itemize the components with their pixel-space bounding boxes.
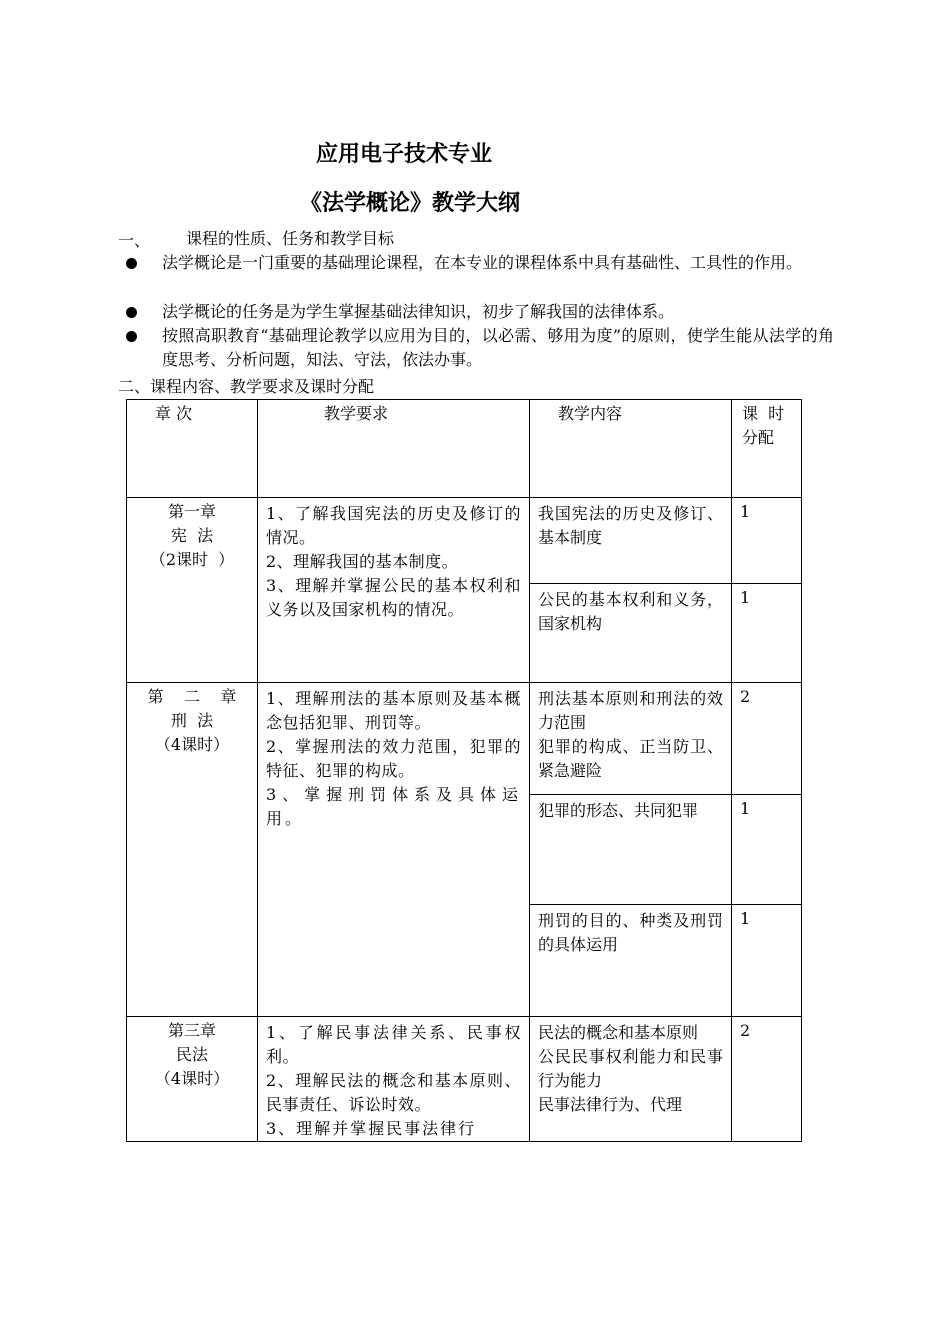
chapter-1-content-2: 公民的基本权利和义务，国家机构 bbox=[538, 590, 723, 633]
header-content: 教学内容 bbox=[558, 404, 623, 423]
chapter-1-hours-2: 1 bbox=[740, 588, 751, 607]
bullet-icon bbox=[126, 331, 137, 342]
chapter-2-hours-2: 1 bbox=[740, 799, 751, 818]
chapter-1-hours: （2课时 ） bbox=[149, 550, 235, 569]
chapter-3-subject: 民法 bbox=[175, 1045, 208, 1064]
chapter-1-content-1: 我国宪法的历史及修订、基本制度 bbox=[538, 504, 723, 547]
header-hours-sub: 分配 bbox=[742, 428, 775, 447]
chapter-2-hours-3: 1 bbox=[740, 909, 751, 928]
bullet-icon bbox=[126, 307, 137, 318]
chapter-1-subject: 宪 法 bbox=[170, 526, 214, 545]
bullet-item-3: 按照高职教育“基础理论教学以应用为目的，以必需、够用为度”的原则，使学生能从法学的角度思考、分析问题，知法、守法，依法办事。 bbox=[162, 326, 834, 369]
chapter-2-hours-1: 2 bbox=[740, 687, 751, 706]
chapter-2-req-3: 3、掌握刑罚体系及具体运用。 bbox=[266, 785, 521, 828]
table-header-row bbox=[127, 400, 802, 498]
chapter-3-hours: （4课时） bbox=[154, 1069, 230, 1088]
chapter-3-req-3: 3、理解并掌握民事法律行 bbox=[266, 1119, 477, 1138]
bullet-item-1: 法学概论是一门重要的基础理论课程，在本专业的课程体系中具有基础性、工具性的作用。 bbox=[162, 253, 803, 272]
chapter-3-req-1: 1、了解民事法律关系、民事权利。 bbox=[266, 1023, 521, 1066]
section2-heading: 二、课程内容、教学要求及课时分配 bbox=[118, 377, 375, 396]
chapter-2-hours: （4课时） bbox=[154, 735, 230, 754]
curriculum-table bbox=[126, 399, 802, 1142]
chapter-2-subject: 刑 法 bbox=[170, 711, 214, 730]
chapter-3-content-1c: 民事法律行为、代理 bbox=[538, 1095, 683, 1114]
header-chapter: 章 次 bbox=[155, 404, 193, 423]
table-row bbox=[127, 1017, 802, 1142]
table-row bbox=[127, 498, 802, 584]
chapter-1-name: 第一章 bbox=[167, 502, 216, 521]
bullet-item-2: 法学概论的任务是为学生掌握基础法律知识，初步了解我国的法律体系。 bbox=[162, 302, 675, 321]
document-title: 应用电子技术专业 bbox=[316, 142, 493, 167]
chapter-3-hours-1: 2 bbox=[740, 1021, 751, 1040]
section1-number: 一、 bbox=[118, 231, 151, 250]
chapter-2-content-1: 刑法基本原则和刑法的效力范围 bbox=[538, 689, 723, 732]
chapter-3-name: 第三章 bbox=[167, 1021, 216, 1040]
chapter-2-content-1b: 犯罪的构成、正当防卫、紧急避险 bbox=[538, 737, 723, 780]
bullet-icon bbox=[126, 258, 137, 269]
chapter-3-content-1: 民法的概念和基本原则 bbox=[538, 1023, 699, 1042]
chapter-2-content-3: 刑罚的目的、种类及刑罚的具体运用 bbox=[538, 911, 723, 954]
header-hours: 课 时 bbox=[742, 404, 785, 423]
chapter-2-req-1: 1、理解刑法的基本原则及基本概念包括犯罪、刑罚等。 bbox=[266, 689, 521, 732]
chapter-3-req-2: 2、理解民法的概念和基本原则、民事责任、诉讼时效。 bbox=[266, 1071, 521, 1114]
chapter-2-name: 第 二 章 bbox=[147, 687, 237, 706]
syllabus-title: 《法学概论》教学大纲 bbox=[300, 191, 521, 216]
header-requirements: 教学要求 bbox=[324, 404, 389, 423]
table-row bbox=[127, 683, 802, 795]
chapter-1-req-3: 3、理解并掌握公民的基本权利和义务以及国家机构的情况。 bbox=[266, 576, 521, 619]
chapter-1-req-2: 2、理解我国的基本制度。 bbox=[266, 552, 459, 571]
chapter-2-req-2: 2、掌握刑法的效力范围，犯罪的特征、犯罪的构成。 bbox=[266, 737, 521, 780]
chapter-2-content-2: 犯罪的形态、共同犯罪 bbox=[538, 801, 699, 820]
chapter-3-content-1b: 公民民事权利能力和民事行为能力 bbox=[538, 1047, 723, 1090]
section1-heading: 课程的性质、任务和教学目标 bbox=[186, 229, 395, 248]
chapter-1-hours-1: 1 bbox=[740, 502, 751, 521]
chapter-1-req-1: 1、了解我国宪法的历史及修订的情况。 bbox=[266, 504, 521, 547]
